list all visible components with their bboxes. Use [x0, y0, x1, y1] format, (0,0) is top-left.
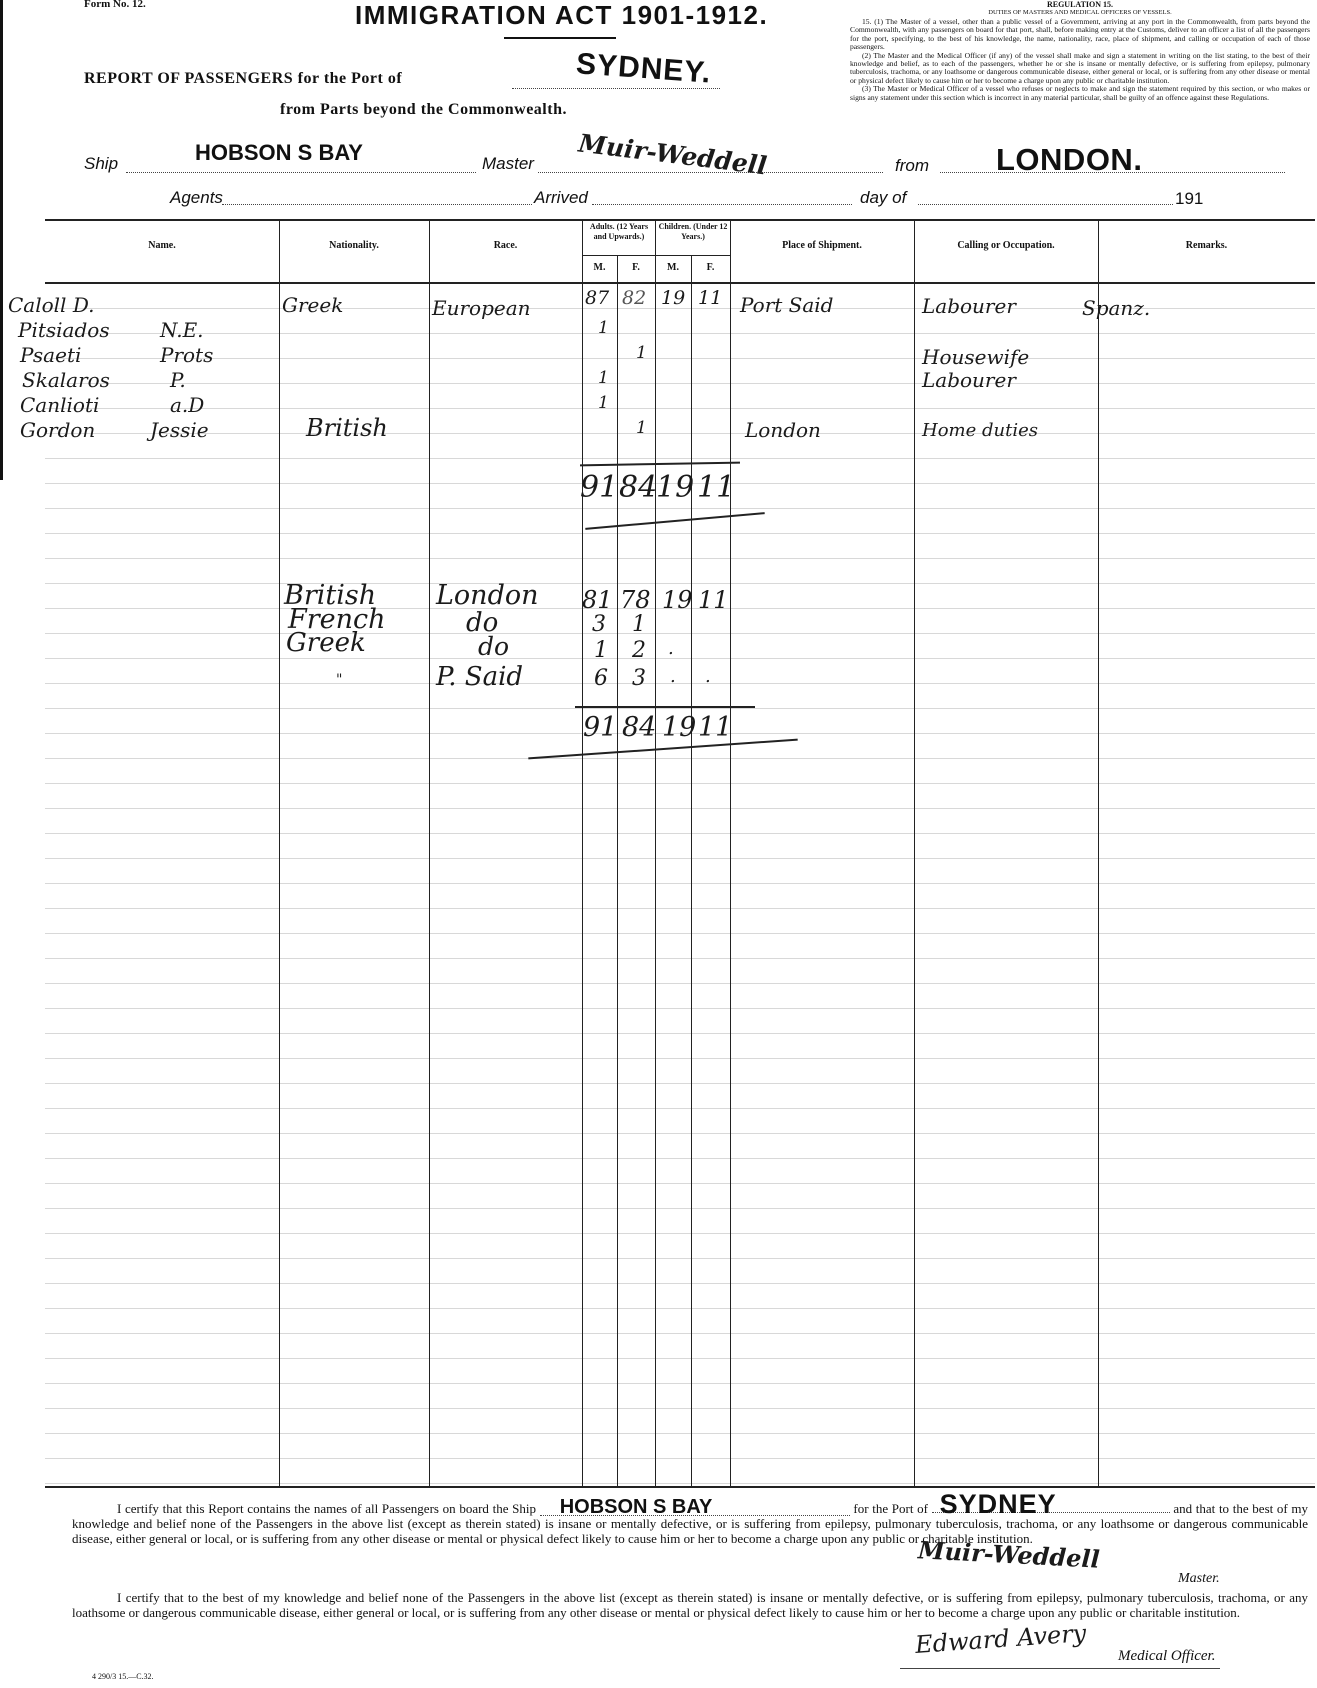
summary-total-child-f: 11: [698, 712, 733, 743]
cert-text-1a: I certify that this Report contains the names of all Passengers on board the Ship: [117, 1501, 536, 1516]
ruled-line: [45, 1358, 1315, 1359]
cert-text-1b: for the Port of: [853, 1501, 928, 1516]
total-underline: [585, 512, 764, 530]
adult-f-count: 82: [622, 287, 647, 309]
ruled-line: [45, 1158, 1315, 1159]
total-rule: [580, 462, 740, 467]
summary-total-adult-f: 84: [622, 712, 657, 743]
from-label: from: [895, 156, 929, 175]
ruled-line: [45, 1083, 1315, 1084]
ruled-line: [45, 1333, 1315, 1334]
ruled-line: [45, 358, 1315, 359]
mf-header-divider: [582, 255, 730, 256]
passenger-name: Skalaros: [22, 368, 110, 392]
passenger-name: Caloll D.: [8, 293, 95, 317]
summary-adult-f: 78: [620, 586, 651, 614]
table-bottom-border: [45, 1486, 1315, 1488]
passenger-initials: P.: [170, 368, 186, 392]
ruled-line: [45, 933, 1315, 934]
summary-total-child-m: 19: [662, 712, 697, 743]
passenger-initials: a.D: [170, 393, 205, 417]
summary-ditto-mark: ": [336, 672, 343, 688]
ruled-line: [45, 408, 1315, 409]
medical-certificate: I certify that to the best of my knowledge and belief none of the Passengers in the above list (except as therein stated) is insane or mentally defective, or is suffering from epilepsy, pulmonary tuberculosis, trachoma, or any loathsome or dangerous communicable disease, either general or local, or is suffering from any other disease or mental or physical defect likely to cause him or her to become a charge upon any public or charitable institution.: [72, 1590, 1308, 1620]
col-header-children: Children. (Under 12 Years.): [658, 222, 728, 241]
col-header-remarks: Remarks.: [1185, 240, 1228, 251]
passenger-initials: Prots: [160, 343, 214, 367]
arrived-label: Arrived: [534, 188, 588, 207]
agents-line: [222, 204, 532, 205]
summary-adult-f: 3: [632, 666, 646, 691]
ship-label: Ship: [84, 154, 119, 173]
ruled-line: [45, 1108, 1315, 1109]
ruled-line: [45, 633, 1315, 634]
adult-f-count: 1: [636, 418, 647, 438]
ruled-line: [45, 908, 1315, 909]
ruled-line: [45, 1133, 1315, 1134]
summary-total-adult-m: 91: [583, 712, 618, 743]
passenger-given-name: Jessie: [150, 418, 209, 442]
adult-f-count: 1: [636, 343, 647, 363]
arrived-line: [592, 204, 852, 205]
ruled-line: [45, 683, 1315, 684]
summary-adult-m: 81: [582, 586, 613, 614]
occupation: Home duties: [922, 420, 1038, 441]
column-divider: [582, 219, 583, 1487]
summary-adult-m: 6: [594, 666, 608, 691]
regulation-para-3: (3) The Master or Medical Officer of a vessel who refuses or neglects to make and sign the statement required by this section, or who makes or signs any statement under this section which is incorrect in any material particular, shall be guilty of an offence against these Regulations.: [850, 84, 1310, 102]
master-signature: Muir-Weddell: [576, 128, 769, 181]
summary-place: London: [436, 580, 539, 611]
total-adult-f: 84: [619, 470, 658, 505]
column-divider: [617, 255, 618, 1487]
summary-adult-m: 1: [594, 638, 608, 663]
cert-master-signature: Muir-Weddell: [917, 1535, 1101, 1574]
ruled-line: [45, 1458, 1315, 1459]
ruled-line: [45, 458, 1315, 459]
form-number: Form No. 12.: [84, 0, 146, 10]
ruled-line: [45, 1058, 1315, 1059]
binding-edge: [0, 0, 3, 480]
summary-nationality: British: [284, 580, 377, 611]
column-divider: [1098, 219, 1099, 1487]
passenger-initials: N.E.: [160, 318, 204, 342]
subtitle: from Parts beyond the Commonwealth.: [280, 101, 567, 118]
summary-child-m: .: [668, 638, 674, 659]
ruled-line: [45, 1383, 1315, 1384]
summary-total-rule: [575, 706, 755, 708]
ruled-line: [45, 983, 1315, 984]
ruled-line: [45, 1258, 1315, 1259]
passenger-name: Psaeti: [20, 343, 82, 367]
summary-adult-f: 2: [632, 638, 646, 663]
ruled-line: [45, 858, 1315, 859]
regulation-subheading: DUTIES OF MASTERS AND MEDICAL OFFICERS OF VESSELS.: [988, 9, 1172, 16]
adult-m-count: 87: [585, 287, 610, 309]
passenger-nationality: British: [306, 414, 388, 442]
port-stamp: SYDNEY.: [575, 47, 713, 90]
ruled-line: [45, 1483, 1315, 1484]
day-line: [918, 204, 1173, 205]
adult-m-count: 1: [598, 318, 609, 338]
ruled-line: [45, 533, 1315, 534]
ruled-line: [45, 783, 1315, 784]
adult-m-count: 1: [598, 368, 609, 388]
cert-text-1c: and that to the best of my knowledge and belief none of the Passengers in the above list (except as therein stated) is insane or mentally defective, or is suffering from epilepsy, pulmonary tuberculosis, trachoma, or any loathsome or dangerous communicable disease, either general or local, or is suffering from any other disease or mental or physical defect likely to cause him or her to become a charge upon any public or charitable institution.: [72, 1501, 1309, 1546]
occupation: Labourer: [922, 368, 1016, 392]
occupation: Housewife: [922, 345, 1030, 369]
year-label: 191: [1175, 189, 1204, 208]
cert-ship-stamp: HOBSON S BAY: [540, 1500, 850, 1516]
ruled-line: [45, 958, 1315, 959]
col-header-child-m: M.: [667, 262, 679, 273]
column-divider: [691, 255, 692, 1487]
total-child-m: 19: [656, 470, 695, 505]
col-header-nationality: Nationality.: [329, 240, 379, 251]
passenger-name: Gordon: [20, 418, 96, 442]
table-top-border: [45, 219, 1315, 221]
col-header-adult-f: F.: [632, 262, 640, 273]
ruled-line: [45, 1183, 1315, 1184]
passenger-name: Canlioti: [20, 393, 100, 417]
place-of-shipment: Port Said: [740, 293, 834, 317]
cert-medical-label: Medical Officer.: [1118, 1648, 1216, 1664]
col-header-race: Race.: [493, 240, 518, 251]
column-divider: [730, 219, 731, 1487]
summary-nationality: Greek: [286, 628, 366, 658]
passenger-name: Pitsiados: [18, 318, 110, 342]
place-of-shipment: London: [745, 418, 821, 442]
regulation-para-2: (2) The Master and the Medical Officer (if any) of the vessel shall make and sign a statement in writing on the list stating, to the best of their knowledge and belief, as to each of the passengers, whether he or she is insane or mentally defective, or is suffering from epilepsy, pulmonary tuberculosis, trachoma, or any loathsome or dangerous communicable disease, either general or local, or is suffering from any other disease or mental or physical defect likely to cause him or her to become a charge upon any public or charitable institution.: [850, 50, 1310, 85]
ruled-line: [45, 658, 1315, 659]
medical-signature-line: [900, 1668, 1220, 1669]
summary-child-f: 11: [698, 586, 729, 614]
summary-place: do: [466, 608, 499, 638]
passenger-race: European: [432, 296, 531, 320]
passenger-nationality: Greek: [282, 293, 344, 317]
total-child-f: 11: [697, 470, 736, 505]
regulation-heading: REGULATION 15.: [1046, 0, 1114, 9]
master-certificate: [72, 1489, 1309, 1546]
summary-place: do: [478, 632, 510, 661]
ruled-line: [45, 433, 1315, 434]
occupation: Labourer: [922, 294, 1016, 318]
adult-m-count: 1: [598, 393, 609, 413]
ship-line: [126, 172, 476, 173]
ruled-line: [45, 1008, 1315, 1009]
ruled-line: [45, 508, 1315, 509]
ruled-line: [45, 1308, 1315, 1309]
cert-master-label: Master.: [1178, 1571, 1220, 1586]
col-header-child-f: F.: [706, 262, 715, 273]
summary-nationality: French: [288, 604, 386, 635]
summary-child-m: .: [670, 666, 676, 687]
total-adult-m: 91: [580, 470, 619, 505]
agents-label: Agents: [170, 188, 223, 207]
ruled-line: [45, 1208, 1315, 1209]
title-underline: [504, 37, 616, 39]
cert-port-stamp: SYDNEY: [932, 1497, 1170, 1513]
summary-adult-m: 3: [592, 612, 606, 637]
child-f-count: 11: [698, 287, 723, 309]
printer-code: 4 290/3 15.—C.32.: [92, 1672, 154, 1681]
summary-child-m: 19: [662, 586, 693, 614]
summary-child-f: .: [705, 666, 711, 687]
ruled-line: [45, 558, 1315, 559]
column-divider: [655, 219, 656, 1487]
column-divider: [279, 219, 280, 1487]
page-title: IMMIGRATION ACT 1901-1912.: [355, 0, 769, 30]
child-m-count: 19: [661, 287, 686, 309]
master-label: Master: [482, 154, 534, 173]
col-header-adult-m: M.: [593, 262, 606, 273]
remarks: Spanz.: [1082, 296, 1151, 320]
regulation-text: [850, 0, 1310, 102]
ruled-line: [45, 1433, 1315, 1434]
cert-medical-signature: Edward Avery: [914, 1619, 1088, 1659]
ruled-line: [45, 1233, 1315, 1234]
ruled-line: [45, 583, 1315, 584]
summary-place: P. Said: [436, 662, 524, 692]
ruled-line: [45, 833, 1315, 834]
col-header-adults: Adults. (12 Years and Upwards.): [589, 222, 649, 241]
regulation-para-1: 15. (1) The Master of a vessel, other than a public vessel of a Government, arriving at any port in the Commonwealth, from parts beyond the Commonwealth, with any passengers on board for that port, shall, before making entry at the Customs, deliver to an officer a list of all the passengers for the port, specifying, to the best of his knowledge, the name, nationality, race, place of shipment, and calling or occupation of each of those passengers.: [850, 17, 1310, 52]
summary-adult-f: 1: [632, 612, 646, 637]
col-header-name: Name.: [148, 240, 176, 251]
ruled-line: [45, 758, 1315, 759]
col-header-shipment: Place of Shipment.: [782, 240, 862, 251]
ruled-line: [45, 333, 1315, 334]
report-line: REPORT OF PASSENGERS for the Port of: [84, 70, 403, 87]
ship-stamp: HOBSON S BAY: [195, 140, 363, 165]
ruled-line: [45, 1283, 1315, 1284]
col-header-occupation: Calling or Occupation.: [957, 240, 1055, 251]
ruled-line: [45, 883, 1315, 884]
day-of-label: day of: [860, 188, 907, 207]
column-divider: [429, 219, 430, 1487]
from-stamp: LONDON.: [996, 142, 1143, 177]
column-divider: [914, 219, 915, 1487]
ruled-line: [45, 1033, 1315, 1034]
ruled-line: [45, 1408, 1315, 1409]
ruled-line: [45, 808, 1315, 809]
ruled-line: [45, 383, 1315, 384]
ruled-line: [45, 708, 1315, 709]
table-header-border: [45, 282, 1315, 284]
